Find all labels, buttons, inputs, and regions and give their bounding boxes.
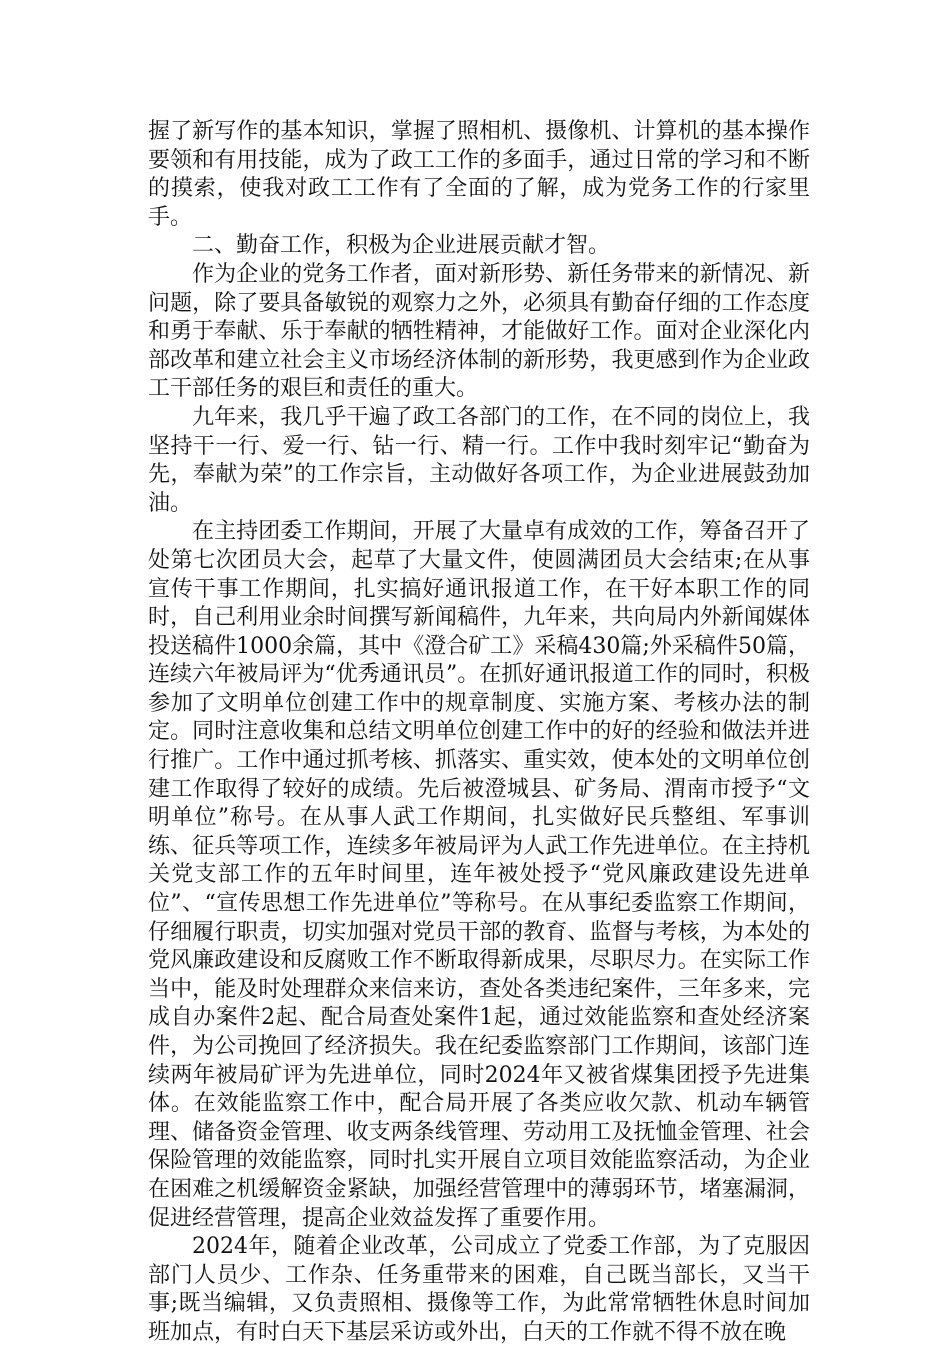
paragraph: 作为企业的党务工作者，面对新形势、新任务带来的新情况、新问题，除了要具备敏锐的观察力之外，必须具有勤奋仔细的工作态度和勇于奉献、乐于奉献的牺牲精神，才能做好工作。面对企业深化内部改革和建立社会主义市场经济体制的新形势，我更感到作为企业政工干部任务的艰巨和责任的重大。 — [148, 261, 810, 402]
document-body — [148, 118, 810, 1348]
paragraph: 在主持团委工作期间，开展了大量卓有成效的工作，筹备召开了处第七次团员大会，起草了大量文件，使圆满团员大会结束;在从事宣传干事工作期间，扎实搞好通讯报道工作，在干好本职工作的同时，自己利用业余时间撰写新闻稿件，九年来，共向局内外新闻媒体投送稿件1000余篇，其中《澄合矿工》采稿430篇;外采稿件50篇，连续六年被局评为“优秀通讯员”。在抓好通讯报道工作的同时，积极参加了文明单位创建工作中的规章制度、实施方案、考核办法的制定。同时注意收集和总结文明单位创建工作中的好的经验和做法并进行推广。工作中通过抓考核、抓落实、重实效，使本处的文明单位创建工作取得了较好的成绩。先后被澄城县、矿务局、渭南市授予“文明单位”称号。在从事人武工作期间，扎实做好民兵整组、军事训练、征兵等项工作，连续多年被局评为人武工作先进单位。在主持机关党支部工作的五年时间里，连年被处授予“党风廉政建设先进单位”、“宣传思想工作先进单位”等称号。在从事纪委监察工作期间，仔细履行职责，切实加强对党员干部的教育、监督与考核，为本处的党风廉政建设和反腐败工作不断取得新成果，尽职尽力。在实际工作当中，能及时处理群众来信来访，查处各类违纪案件，三年多来，完成自办案件2起、配合局查处案件1起，通过效能监察和查处经济案件，为公司挽回了经济损失。我在纪委监察部门工作期间，该部门连续两年被局矿评为先进单位，同时2024年又被省煤集团授予先进集体。在效能监察工作中，配合局开展了各类应收欠款、机动车辆管理、储备资金管理、收支两条线管理、劳动用工及抚恤金管理、社会保险管理的效能监察，同时扎实开展自立项目效能监察活动，为企业在困难之机缓解资金紧缺，加强经营管理中的薄弱环节，堵塞漏洞，促进经营管理，提高企业效益发挥了重要作用。 — [148, 519, 810, 1231]
paragraph: 2024年，随着企业改革，公司成立了党委工作部，为了克服因部门人员少、工作杂、任务重带来的困难，自己既当部长，又当干事;既当编辑，又负责照相、摄像等工作，为此常常牺牲休息时间加班加点，有时白天下基层采访或外出，白天的工作就不得不放在晚 — [148, 1234, 810, 1345]
paragraph: 九年来，我几乎干遍了政工各部门的工作，在不同的岗位上，我坚持干一行、爱一行、钻一行、精一行。工作中我时刻牢记“勤奋为先，奉献为荣”的工作宗旨，主动做好各项工作，为企业进展鼓劲加油。 — [148, 404, 810, 516]
section-heading: 二、勤奋工作，积极为企业进展贡献才智。 — [192, 233, 611, 259]
paragraph-continuation: 握了新写作的基本知识，掌握了照相机、摄像机、计算机的基本操作要领和有用技能，成为了政工工作的多面手，通过日常的学习和不断的摸索，使我对政工工作有了全面的了解，成为党务工作的行家里手。 — [148, 119, 810, 230]
